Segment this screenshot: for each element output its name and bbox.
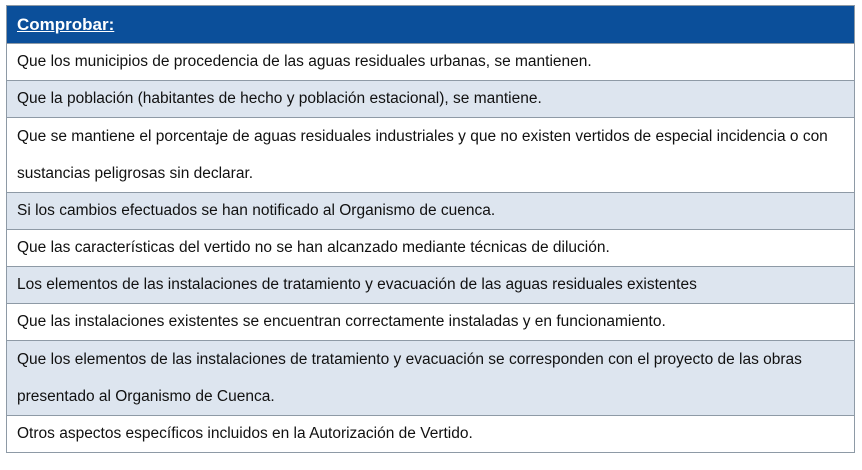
table-row [7,44,855,81]
table-row [7,81,855,118]
table-row [7,341,855,416]
table-row [7,118,855,193]
table-row [7,416,855,453]
table-cell: Si los cambios efectuados se han notificado al Organismo de cuenca. [7,193,855,230]
header-cell [7,6,855,44]
table-row [7,267,855,304]
table-cell: Otros aspectos específicos incluidos en la Autorización de Vertido. [7,416,855,453]
table-cell: Que la población (habitantes de hecho y población estacional), se mantiene. [7,81,855,118]
table-cell: Los elementos de las instalaciones de tratamiento y evacuación de las aguas residuales existentes [7,267,855,304]
checklist-table [6,5,855,453]
table-row [7,230,855,267]
table-cell: Que las características del vertido no se han alcanzado mediante técnicas de dilución. [7,230,855,267]
table-row [7,193,855,230]
table-cell: Que se mantiene el porcentaje de aguas residuales industriales y que no existen vertidos de especial incidencia o con sustancias peligrosas sin declarar. [7,118,855,193]
table-row [7,304,855,341]
header-row [7,6,855,44]
table-cell: Que los municipios de procedencia de las aguas residuales urbanas, se mantienen. [7,44,855,81]
header-title: Comprobar: [17,14,115,34]
table-cell: Que los elementos de las instalaciones de tratamiento y evacuación se corresponden con el proyecto de las obras presentado al Organismo de Cuenca. [7,341,855,416]
table-cell: Que las instalaciones existentes se encuentran correctamente instaladas y en funcionamiento. [7,304,855,341]
